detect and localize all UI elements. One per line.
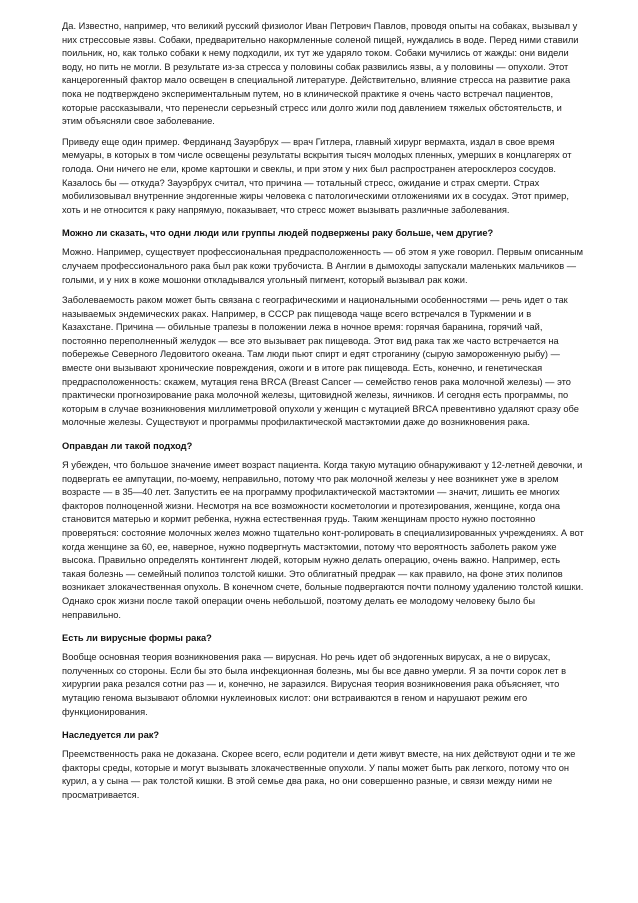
paragraph-professional: Можно. Например, существует профессиональная предрасположенность — об этом я уже говорил. Первым описанным случаем профессионального рака был рак кожи трубочиста. В Англии в дымоходы запускали маленьких мальчиков — голыми, и у них в коже мошонки откладывался угольный пигмент, который вызывал рак кожи. <box>62 247 584 285</box>
paragraph-viral: Вообще основная теория возникновения рака — вирусная. Но речь идет об эндогенных вирусах, а не о вирусах, полученных со стороны. Если бы это была инфекционная болезнь, мы бы все давно умерли. Я за почти сорок лет в хирургии рака резался сотни раз — и, конечно, не заразился. Вирусная теория возникновения рака объясняет, что мутацию генома вызывают обломки нуклеиновых кислот: они встраиваются в геном и нарушают режим его функционирования. <box>62 652 567 717</box>
question-heading-approach: Оправдан ли такой подход? <box>62 441 193 452</box>
paragraph-sauerbruch: Приведу еще один пример. Фердинанд Зауэрбрух — врач Гитлера, главный хирург вермахта, издал в свое время мемуары, в которых в том числе освещены результаты вскрытия тысяч молодых пленных, умерших в концлагерях от голода. Они ничего не ели, кроме картошки и свеклы, и при этом у них был распространен атеросклероз сосудов. Казалось бы — откуда? Зауэрбрух считал, что причина — тотальный стресс, ожидание и страх смерти. Страх мобилизовывал внутренние эндогенные жиры человека с патологическими отложениями их в сосудах. Этот пример, хоть и не относится к раку напрямую, показывает, что стресс может вызывать различные заболевания. <box>62 136 572 215</box>
question-heading-groups: Можно ли сказать, что одни люди или группы людей подвержены раку больше, чем другие? <box>62 228 494 239</box>
question-heading-inherited: Наследуется ли рак? <box>62 730 160 741</box>
paragraph-endemic: Заболеваемость раком может быть связана с географическими и национальными особенностями — речь идет о так называемых эндемических раках. Например, в СССР рак пищевода чаще всего встречался в Туркмении и в Казахстане. Причина — обильные трапезы в положении лежа в ночное время: горячая баранина, горячий чай, постоянно переполненный желудок — все это вызывает рак пищевода. Этот вид рака так же часто встречается на побережье Северного Ледовитого океана. Там люди пьют спирт и едят строганину (сырую замороженную рыбу) — вместе они вызывают хронические повреждения, ожоги и в итоге рак пищевода. Есть, конечно, и генетическая предрасположенность: скажем, мутация гена BRCA (Breast Cancer — семейство генов рака молочной железы) — это практически прогнозирование рака молочной железы, щитовидной железы, яичников. И сегодня есть программы, по которым в случае возникновения миллиметровой опухоли у женщин с мутацией BRCA превентивно удаляют сразу обе молочные железы. Существуют и программы профилактической мастэктомии даже до возникновения рака. <box>62 295 579 428</box>
article-page <box>62 20 584 810</box>
question-heading-viral: Есть ли вирусные формы рака? <box>62 633 212 644</box>
paragraph-pavlov: Да. Известно, например, что великий русский физиолог Иван Петрович Павлов, проводя опыты на собаках, вызывал у них стрессовые язвы. Собаки, предварительно накормленные соленой пищей, нуждались в воде. Перед ними ставили поильник, но, как только собаки к нему подходили, их тут же ударяло током. Собаки мучились от жажды: они видели воду, но пить не могли. В результате из-за стресса у половины собак развились язвы, а у половины — опухоли. Этот канцерогенный фактор мало освещен в специальной литературе. Действительно, влияние стресса на развитие рака пока не подтверждено экспериментальным путем, но в клинической практике я очень часто встречал пациентов, которые рассказывали, что перенесли серьезный стресс или долго жили под давлением тяжелых обстоятельств, и этим объясняли свое заболевание. <box>62 21 579 127</box>
paragraph-inherited: Преемственность рака не доказана. Скорее всего, если родители и дети живут вместе, на них действуют одни и те же факторы среды, которые и могут вызывать злокачественные опухоли. У папы может быть рак легкого, потому что он курил, а у сына — рак толстой кишки. В этой семье два рака, но они совершенно разные, и связи между ними не просматривается. <box>62 749 576 800</box>
paragraph-age: Я убежден, что большое значение имеет возраст пациента. Когда такую мутацию обнаруживают у 12-летней девочки, и подвергать ее ампутации, по-моему, неправильно, потому что рак молочной железы у нее возникнет уже в зрелом возрасте — в 35—40 лет. Запустить ее на программу профилактической мастэктомии — значит, лишить ее многих факторов полноценной жизни. Несмотря на все возможности косметологии и протезирования, женщине, когда она становится матерью и кормит ребенка, нужна естественная грудь. Таким женщинам просто нужно постоянно проверяться: состояние молочных желез можно тщательно конт-ролировать в специализированных учреждениях. А вот когда женщине за 60, ее, наверное, нужно подвергнуть мастэктомии, потому что вероятность заболеть раком уже высока. Правильно определять контингент людей, которым нужно делать операцию, очень важно. Например, есть такая болезнь — семейный полипоз толстой кишки. Это облигатный предрак — как правило, на фоне этих полипов возникает злокачественная опухоль. В конечном счете, больные подвергаются почти полному удалению толстой кишки. Однако срок жизни после такой операции очень небольшой, поэтому делать ее молодому человеку было бы неправильно. <box>62 460 584 620</box>
